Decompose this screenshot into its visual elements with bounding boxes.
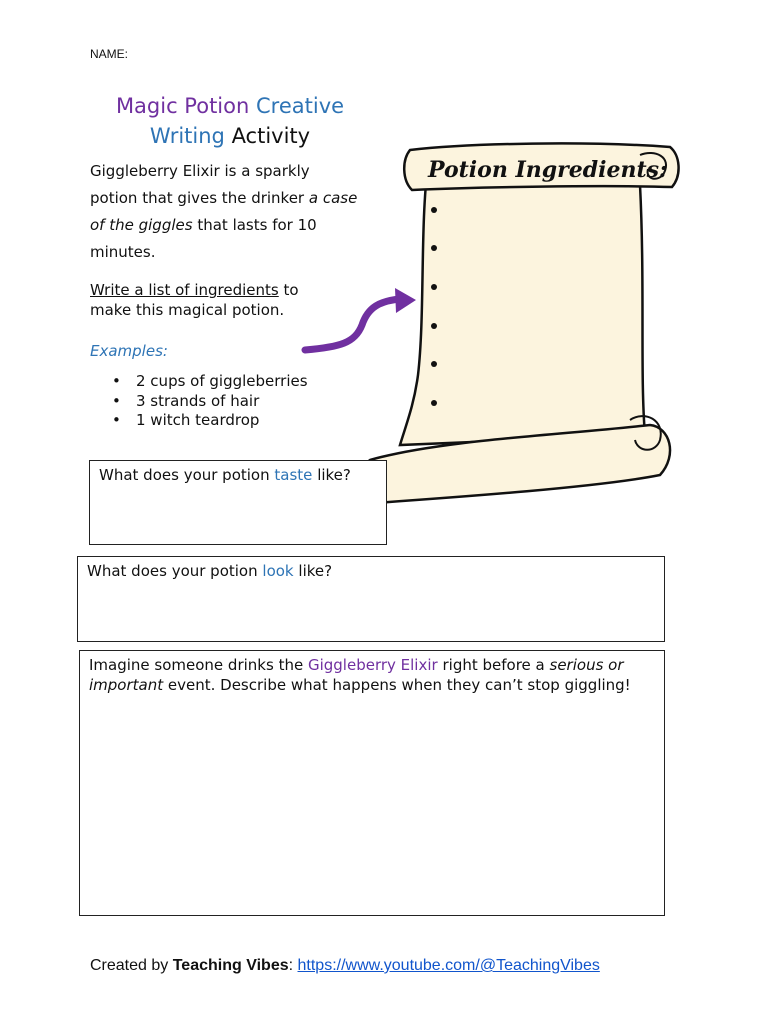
question-highlight: Giggleberry Elixir — [307, 656, 438, 674]
intro-text: Giggleberry Elixir is a sparkly potion that gives the drinker — [90, 162, 310, 207]
scroll-bullet — [431, 284, 437, 290]
list-item: • 2 cups of giggleberries — [112, 372, 308, 392]
question-text-middle: right before a — [442, 656, 545, 674]
scroll-bullet — [431, 400, 437, 406]
question-text-end: like? — [298, 562, 333, 580]
look-answer-box[interactable] — [77, 556, 665, 642]
question-highlight: taste — [274, 466, 313, 484]
question-italic: serious or important — [89, 656, 624, 694]
title-part-activity: Activity — [231, 124, 311, 148]
taste-answer-box[interactable] — [89, 460, 387, 545]
list-item: • 1 witch teardrop — [112, 411, 308, 431]
list-item: • 3 strands of hair — [112, 392, 308, 412]
question-highlight: look — [262, 562, 294, 580]
question-text: Imagine someone drinks the — [89, 656, 304, 674]
story-answer-box[interactable] — [79, 650, 665, 916]
question-text-end: like? — [317, 466, 351, 484]
footer-prefix: Created by — [90, 957, 169, 974]
parchment-scroll — [300, 135, 680, 510]
examples-list — [112, 372, 308, 431]
title-part-magic-potion: Magic Potion — [115, 94, 250, 118]
title-part-creative: Creative — [256, 94, 345, 118]
task-rest: to make this magical potion. — [90, 281, 299, 319]
scroll-bullet — [431, 245, 437, 251]
task-underlined: Write a list of ingredients — [90, 281, 279, 299]
intro-text-end: that lasts for 10 minutes. — [90, 216, 317, 261]
question-text: What does your potion — [99, 466, 270, 484]
scroll-bullet — [431, 323, 437, 329]
name-label: NAME: — [90, 47, 129, 61]
scroll-bullet — [431, 361, 437, 367]
footer-author: Teaching Vibes — [172, 957, 289, 974]
scroll-title: Potion Ingredients: — [428, 157, 668, 183]
scroll-bullet — [431, 207, 437, 213]
footer-credit — [90, 957, 600, 975]
question-text: What does your potion — [87, 562, 258, 580]
examples-label: Examples: — [90, 342, 168, 360]
footer-colon: : — [288, 957, 294, 974]
title-part-writing: Writing — [149, 124, 225, 148]
intro-italic: a case of the giggles — [90, 189, 358, 234]
question-text-end: event. Describe what happens when they can’t stop giggling! — [167, 676, 631, 694]
youtube-link[interactable]: https://www.youtube.com/@TeachingVibes — [297, 957, 600, 974]
